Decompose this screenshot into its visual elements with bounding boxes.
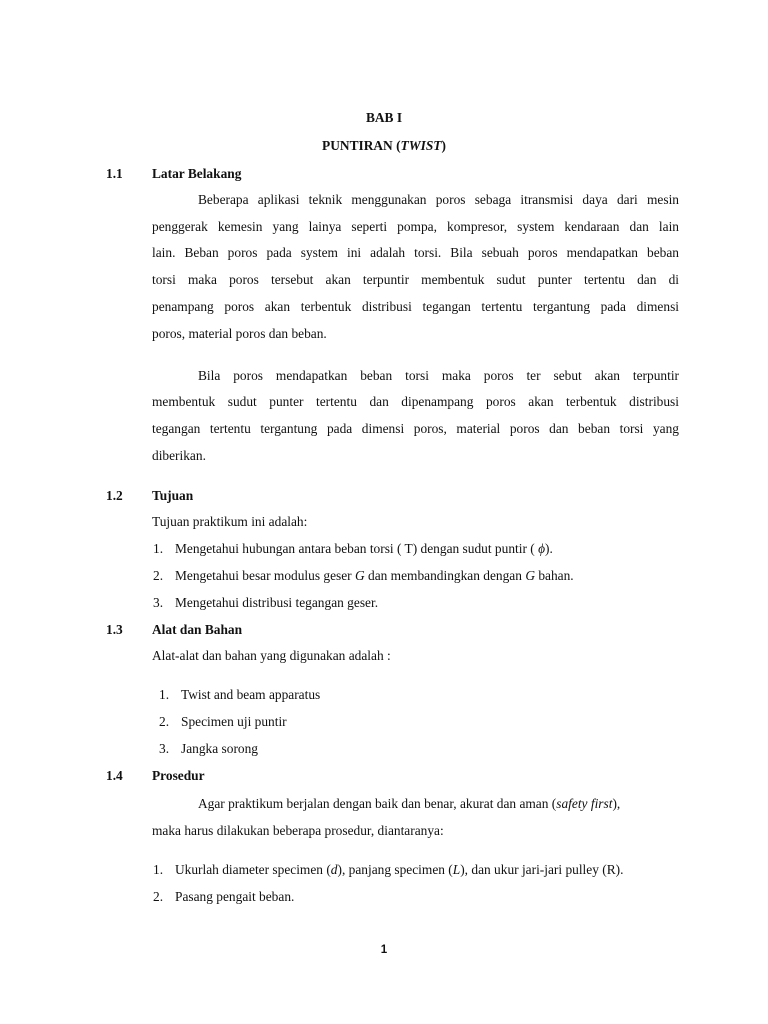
section-heading: Prosedur	[152, 768, 205, 783]
section-heading: Tujuan	[152, 488, 194, 503]
paragraph-line: Bila poros mendapatkan beban torsi maka poros ter sebut akan terpuntir	[198, 368, 679, 383]
paragraph-line: diberikan.	[152, 448, 206, 463]
paragraph-line: poros, material poros dan beban.	[152, 326, 327, 341]
paragraph-line: lain. Beban poros pada system ini adalah torsi. Bila sebuah poros mendapatkan beban	[152, 245, 679, 260]
list-intro: Tujuan praktikum ini adalah:	[152, 514, 308, 529]
chapter-title: PUNTIRAN (TWIST)	[322, 138, 446, 153]
section-heading: Latar Belakang	[152, 166, 242, 181]
list-item: Ukurlah diameter specimen (d), panjang specimen (L), dan ukur jari-jari pulley (R).	[175, 862, 624, 877]
list-number: 2.	[153, 568, 164, 583]
list-number: 1.	[159, 687, 170, 702]
list-item: Mengetahui hubungan antara beban torsi ( T) dengan sudut puntir ( ϕ).	[175, 541, 553, 556]
list-number: 1.	[153, 862, 164, 877]
paragraph-line: membentuk sudut punter tertentu dan dipenampang poros akan terbentuk distribusi	[152, 394, 679, 409]
section-number: 1.3	[106, 622, 123, 637]
paragraph-line: Beberapa aplikasi teknik menggunakan poros sebaga itransmisi daya dari mesin	[198, 192, 679, 207]
section-number: 1.4	[106, 768, 123, 783]
paragraph-line: penggerak kemesin yang lainya seperti pompa, kompresor, system kendaraan dan lain	[152, 219, 679, 234]
section-heading: Alat dan Bahan	[152, 622, 243, 637]
list-item: Twist and beam apparatus	[181, 687, 321, 702]
paragraph-line: penampang poros akan terbentuk distribusi tegangan tertentu tergantung pada dimensi	[152, 299, 679, 314]
list-number: 2.	[159, 714, 170, 729]
paragraph-line: maka harus dilakukan beberapa prosedur, diantaranya:	[152, 823, 444, 838]
paragraph-line: tegangan tertentu tergantung pada dimensi poros, material poros dan beban torsi yang	[152, 421, 679, 436]
list-number: 2.	[153, 889, 164, 904]
list-intro: Alat-alat dan bahan yang digunakan adalah :	[152, 648, 391, 663]
list-item: Specimen uji puntir	[181, 714, 287, 729]
list-number: 3.	[153, 595, 164, 610]
list-item: Pasang pengait beban.	[175, 889, 295, 904]
page-number: 1	[380, 944, 388, 956]
paragraph-line: Agar praktikum berjalan dengan baik dan benar, akurat dan aman (safety first),	[198, 796, 621, 811]
chapter-label: BAB I	[365, 110, 403, 125]
list-item: Mengetahui besar modulus geser G dan membandingkan dengan G bahan.	[175, 568, 574, 583]
list-number: 1.	[153, 541, 164, 556]
section-number: 1.1	[106, 166, 123, 181]
section-number: 1.2	[106, 488, 123, 503]
paragraph-line: torsi maka poros tersebut akan terpuntir membentuk sudut punter tertentu dan di	[152, 272, 679, 287]
list-item: Mengetahui distribusi tegangan geser.	[175, 595, 379, 610]
list-item: Jangka sorong	[181, 741, 258, 756]
list-number: 3.	[159, 741, 170, 756]
